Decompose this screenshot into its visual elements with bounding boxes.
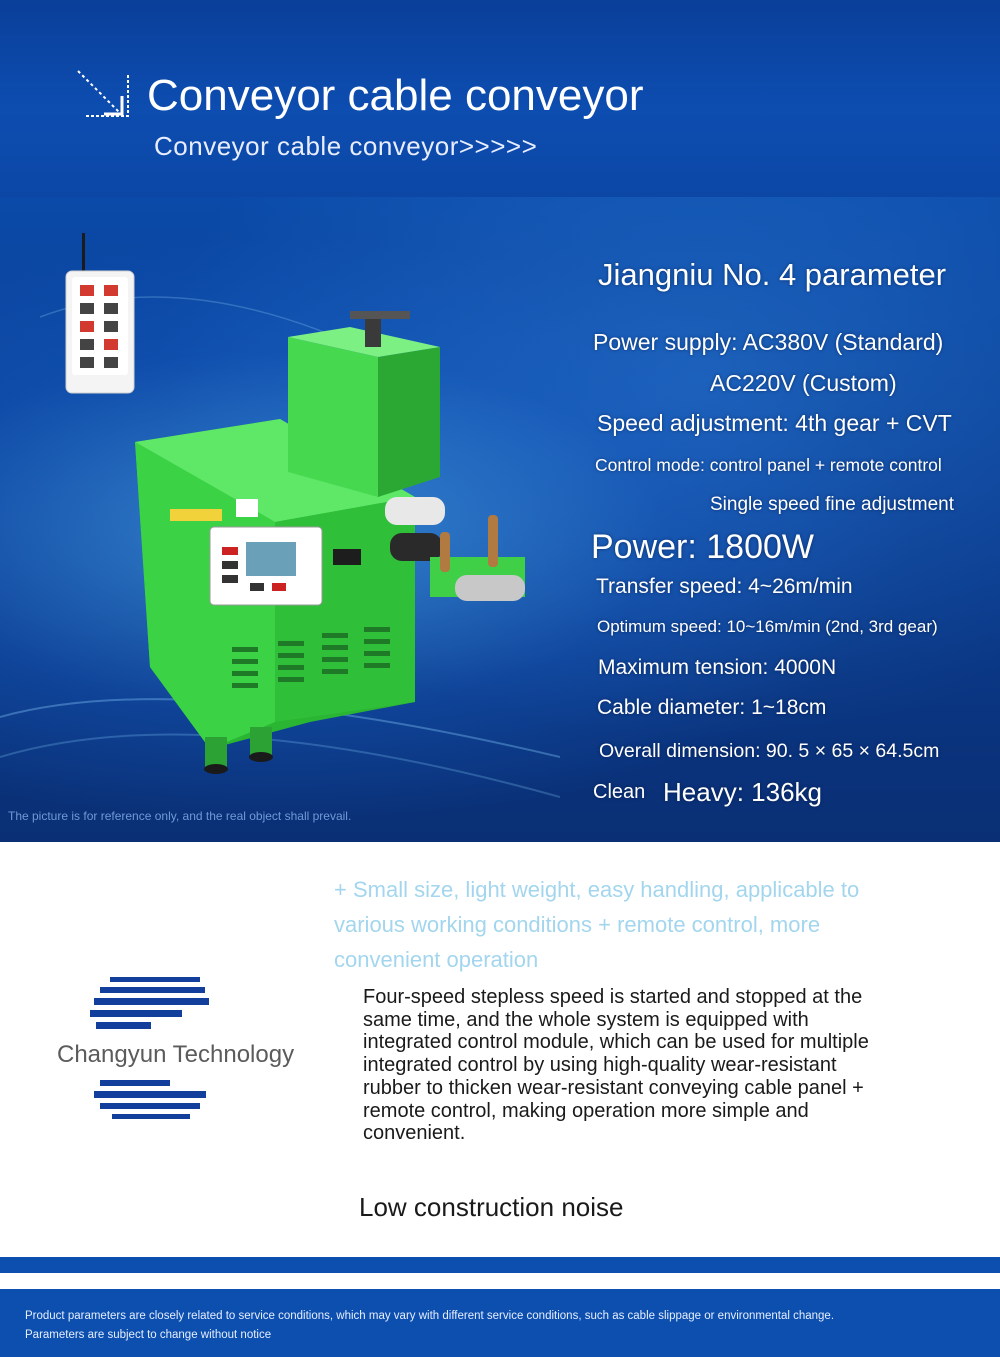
spec-power: Power: 1800W — [591, 528, 814, 566]
footer — [0, 1289, 1000, 1357]
spec-overall-dimension: Overall dimension: 90. 5 × 65 × 64.5cm — [599, 740, 940, 762]
footer-stripe — [0, 1257, 1000, 1273]
spec-weight-label: Clean — [593, 781, 646, 803]
spec-control-mode-extra: Single speed fine adjustment — [710, 494, 954, 515]
remote-control — [66, 233, 134, 393]
footer-note-2: Parameters are subject to change without notice — [25, 1329, 272, 1341]
page-subtitle: Conveyor cable conveyor>>>>> — [154, 131, 538, 161]
footer-note-1: Product parameters are closely related to service conditions, which may vary with different service conditions, such as cable slippage or environmental change. — [25, 1310, 835, 1322]
spec-cable-diameter: Cable diameter: 1~18cm — [597, 696, 827, 719]
brand-name: Changyun Technology — [57, 1041, 295, 1068]
image-disclaimer: The picture is for reference only, and the real object shall prevail. — [8, 809, 352, 823]
product-photo — [0, 197, 560, 842]
product-section — [0, 197, 1000, 842]
header-banner — [0, 0, 1000, 197]
features-section — [0, 842, 1000, 1257]
spec-control-mode: Control mode: control panel + remote control — [595, 455, 942, 475]
spec-power-supply-custom: AC220V (Custom) — [710, 370, 897, 396]
spec-title: Jiangniu No. 4 parameter — [598, 257, 947, 292]
footer-gap — [0, 1273, 1000, 1289]
spec-transfer-speed: Transfer speed: 4~26m/min — [596, 575, 853, 598]
spec-power-supply: Power supply: AC380V (Standard) — [593, 329, 944, 355]
feature-noise: Low construction noise — [359, 1192, 624, 1222]
spec-optimum-speed: Optimum speed: 10~16m/min (2nd, 3rd gear) — [597, 617, 938, 636]
feature-description: Four-speed stepless speed is started and stopped at the same time, and the whole system is equipped with integrated control module, which can be used for multiple integrated control by using high-quality wear-resistant rubber to thicken wear-resistant conveying cable panel + remote control, making operation more simple and convenient. — [363, 986, 869, 1145]
cable-conveyor-machine — [135, 311, 525, 774]
feature-highlight: + Small size, light weight, easy handling, applicable to various working conditions + remote control, more convenient operation — [334, 877, 860, 972]
arrow-down-right-icon — [76, 68, 132, 120]
spec-weight-value: Heavy: 136kg — [663, 777, 822, 807]
spec-speed-adjustment: Speed adjustment: 4th gear + CVT — [597, 410, 952, 436]
page-title: Conveyor cable conveyor — [147, 71, 644, 120]
spec-max-tension: Maximum tension: 4000N — [598, 656, 837, 679]
